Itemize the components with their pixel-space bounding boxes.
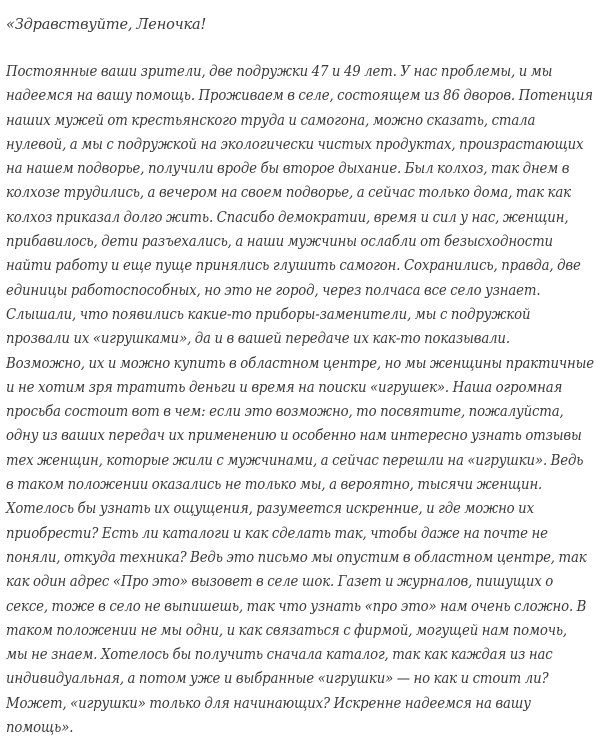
letter-line: приобрести? Есть ли каталоги и как сделать так, чтобы даже на почте не bbox=[6, 525, 548, 542]
letter-line: одну из ваших передач их применению и особенно нам интересно узнать отзывы bbox=[6, 428, 582, 445]
letter-body bbox=[6, 60, 600, 740]
letter-line: поняли, откуда техника? Ведь это письмо мы опустим в областном центре, так bbox=[6, 549, 587, 566]
letter-line: колхоз приказал долго жить. Спасибо демократии, время и сил у нас, женщин, bbox=[6, 209, 569, 226]
letter-line: на нашем подворье, получили вроде бы второе дыхание. Был колхоз, так днем в bbox=[6, 161, 570, 178]
letter-line: прозвали их «игрушками», да и в вашей передаче их как-то показывали. bbox=[6, 331, 510, 348]
letter-line: колхозе трудились, а вечером на своем подворье, а сейчас только дома, так как bbox=[6, 185, 571, 202]
letter-line: нулевой, а мы с подружкой на экологически чистых продуктах, произрастающих bbox=[6, 136, 584, 153]
letter-line: индивидуальная, а потом уже и выбранные «игрушки» — но как и стоит ли? bbox=[6, 671, 549, 688]
letter-line: прибавилось, дети разъехались, а наши мужчины ослабли от безысходности bbox=[6, 234, 553, 251]
letter-line: как один адрес «Про это» вызовет в селе шок. Газет и журналов, пишущих о bbox=[6, 574, 554, 591]
letter-line: тех женщин, которые жили с мужчинами, а сейчас перешли на «игрушки». Ведь bbox=[6, 452, 584, 469]
letter-line: найти работу и еще пуще принялись глушить самогон. Сохранились, правда, две bbox=[6, 258, 581, 275]
letter-line: Слышали, что появились какие-то приборы-заменители, мы с подружкой bbox=[6, 306, 531, 323]
letter-line: Может, «игрушки» только для начинающих? Искренне надеемся на вашу bbox=[6, 695, 531, 712]
letter-line: помощь». bbox=[6, 720, 74, 737]
letter-greeting: «Здравствуйте, Леночка! bbox=[6, 17, 207, 33]
letter-line: Постоянные ваши зрители, две подружки 47 и 49 лет. У нас проблемы, и мы bbox=[6, 64, 553, 80]
letter-line: Возможно, их и можно купить в областном центре, но мы женщины практичные bbox=[6, 355, 595, 372]
letter-line: в таком положении оказались не только мы, а вероятно, тысячи женщин. bbox=[6, 477, 543, 494]
letter-line: надеемся на вашу помощь. Проживаем в селе, состоящем из 86 дворов. Потенция bbox=[6, 88, 593, 105]
letter-line: мы не знаем. Хотелось бы получить сначала каталог, так как каждая из нас bbox=[6, 647, 553, 664]
letter-line: наших мужей от крестьянского труда и самогона, можно сказать, стала bbox=[6, 112, 536, 129]
letter-line: единицы работоспособных, но это не город, через полчаса все село узнает. bbox=[6, 282, 541, 299]
letter-line: сексе, тоже в село не выпишешь, так что узнать «про это» нам очень сложно. В bbox=[6, 598, 587, 615]
letter-line: таком положении не мы одни, и как связаться с фирмой, могущей нам помочь, bbox=[6, 622, 568, 639]
letter-line: и не хотим зря тратить деньги и время на поиски «игрушек». Наша огромная bbox=[6, 379, 563, 396]
letter-line: просьба состоит вот в чем: если это возможно, то посвятите, пожалуйста, bbox=[6, 404, 564, 421]
letter-line: Хотелось бы узнать их ощущения, разумеется искренние, и где можно их bbox=[6, 501, 534, 518]
